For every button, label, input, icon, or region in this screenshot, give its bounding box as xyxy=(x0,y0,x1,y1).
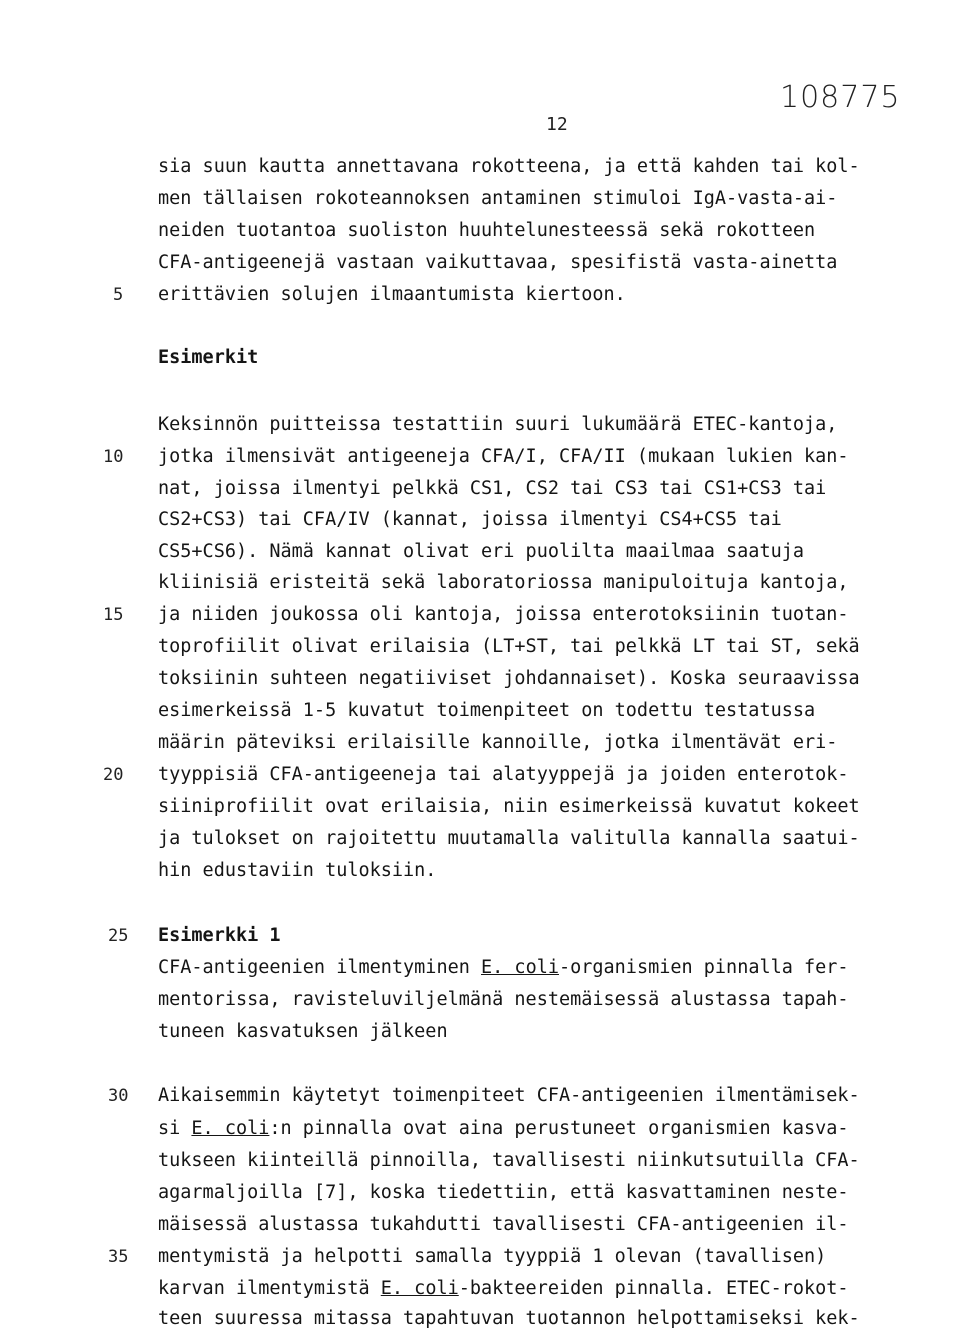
text-segment: karvan ilmentymistä xyxy=(158,1278,381,1299)
text-line: Keksinnön puitteissa testattiin suuri lukumäärä ETEC-kantoja, xyxy=(158,414,838,435)
line-number: 10 xyxy=(103,447,124,467)
section-heading: Esimerkit xyxy=(158,347,259,368)
text-segment: CFA-antigeenien ilmentyminen xyxy=(158,957,482,978)
text-line: neiden tuotantoa suoliston huuhtelunesteessä sekä rokotteen xyxy=(158,220,816,241)
text-line xyxy=(158,952,849,984)
text-line: toksiinin suhteen negatiiviset johdannaiset). Koska seuraavissa xyxy=(158,668,860,689)
text-segment: si xyxy=(158,1118,192,1139)
text-line: määrin päteviksi erilaisille kannoille, jotka ilmentävät eri- xyxy=(158,732,838,753)
text-line xyxy=(158,1273,849,1305)
text-segment: :n pinnalla ovat aina perustuneet organismien kasva- xyxy=(269,1118,849,1139)
text-line xyxy=(158,1113,849,1145)
text-line: mentorissa, ravisteluviljelmänä nestemäisessä alustassa tapah- xyxy=(158,989,849,1010)
line-number: 30 xyxy=(108,1086,129,1106)
text-line: esimerkeissä 1-5 kuvatut toimenpiteet on todettu testatussa xyxy=(158,700,816,721)
text-line: agarmaljoilla [7], koska tiedettiin, että kasvattaminen neste- xyxy=(158,1182,849,1203)
text-line: CS2+CS3) tai CFA/IV (kannat, joissa ilmentyi CS4+CS5 tai xyxy=(158,509,782,530)
text-segment: -bakteereiden pinnalla. ETEC-rokot- xyxy=(458,1278,849,1299)
line-number: 20 xyxy=(103,765,124,785)
text-line: CFA-antigeenejä vastaan vaikuttavaa, spesifistä vasta-ainetta xyxy=(158,252,838,273)
text-line: hin edustaviin tuloksiin. xyxy=(158,860,437,881)
text-line: erittävien solujen ilmaantumista kiertoon. xyxy=(158,284,626,305)
text-line: tukseen kiinteillä pinnoilla, tavallisesti niinkutsutuilla CFA- xyxy=(158,1150,860,1171)
text-line: ja niiden joukossa oli kantoja, joissa enterotoksiinin tuotan- xyxy=(158,604,849,625)
species-name: E. coli xyxy=(380,1278,459,1299)
page-number: 12 xyxy=(546,114,568,135)
text-segment: -organismien pinnalla fer- xyxy=(558,957,849,978)
text-line: siiniprofiilit ovat erilaisia, niin esimerkeissä kuvatut kokeet xyxy=(158,796,860,817)
text-line: ja tulokset on rajoitettu muutamalla valitulla kannalla saatui- xyxy=(158,828,860,849)
text-line: CS5+CS6). Nämä kannat olivat eri puolilta maailmaa saatuja xyxy=(158,541,805,562)
line-number: 15 xyxy=(103,605,124,625)
example-heading: Esimerkki 1 xyxy=(158,925,281,946)
species-name: E. coli xyxy=(191,1118,270,1139)
text-line: nat, joissa ilmentyi pelkkä CS1, CS2 tai CS3 tai CS1+CS3 tai xyxy=(158,478,827,499)
text-line: tuneen kasvatuksen jälkeen xyxy=(158,1021,448,1042)
line-number: 5 xyxy=(113,285,124,305)
text-line: men tällaisen rokoteannoksen antaminen stimuloi IgA-vasta-ai- xyxy=(158,188,838,209)
text-line: kliinisiä eristeitä sekä laboratoriossa manipuloituja kantoja, xyxy=(158,572,849,593)
text-line: mäisessä alustassa tukahdutti tavallisesti CFA-antigeenien il- xyxy=(158,1214,849,1235)
text-line: jotka ilmensivät antigeeneja CFA/I, CFA/II (mukaan lukien kan- xyxy=(158,446,849,467)
document-number: 108775 xyxy=(780,80,901,115)
line-number: 35 xyxy=(108,1247,129,1267)
text-line: teen suuressa mitassa tapahtuvan tuotannon helpottamiseksi kek- xyxy=(158,1308,860,1329)
text-line: Aikaisemmin käytetyt toimenpiteet CFA-antigeenien ilmentämisek- xyxy=(158,1085,860,1106)
line-number: 25 xyxy=(108,926,129,946)
species-name: E. coli xyxy=(481,957,559,978)
text-line: sia suun kautta annettavana rokotteena, ja että kahden tai kol- xyxy=(158,156,860,177)
text-line: mentymistä ja helpotti samalla tyyppiä 1 olevan (tavallisen) xyxy=(158,1246,827,1267)
text-line: tyyppisiä CFA-antigeeneja tai alatyyppejä ja joiden enterotok- xyxy=(158,764,849,785)
text-line: toprofiilit olivat erilaisia (LT+ST, tai pelkkä LT tai ST, sekä xyxy=(158,636,860,657)
